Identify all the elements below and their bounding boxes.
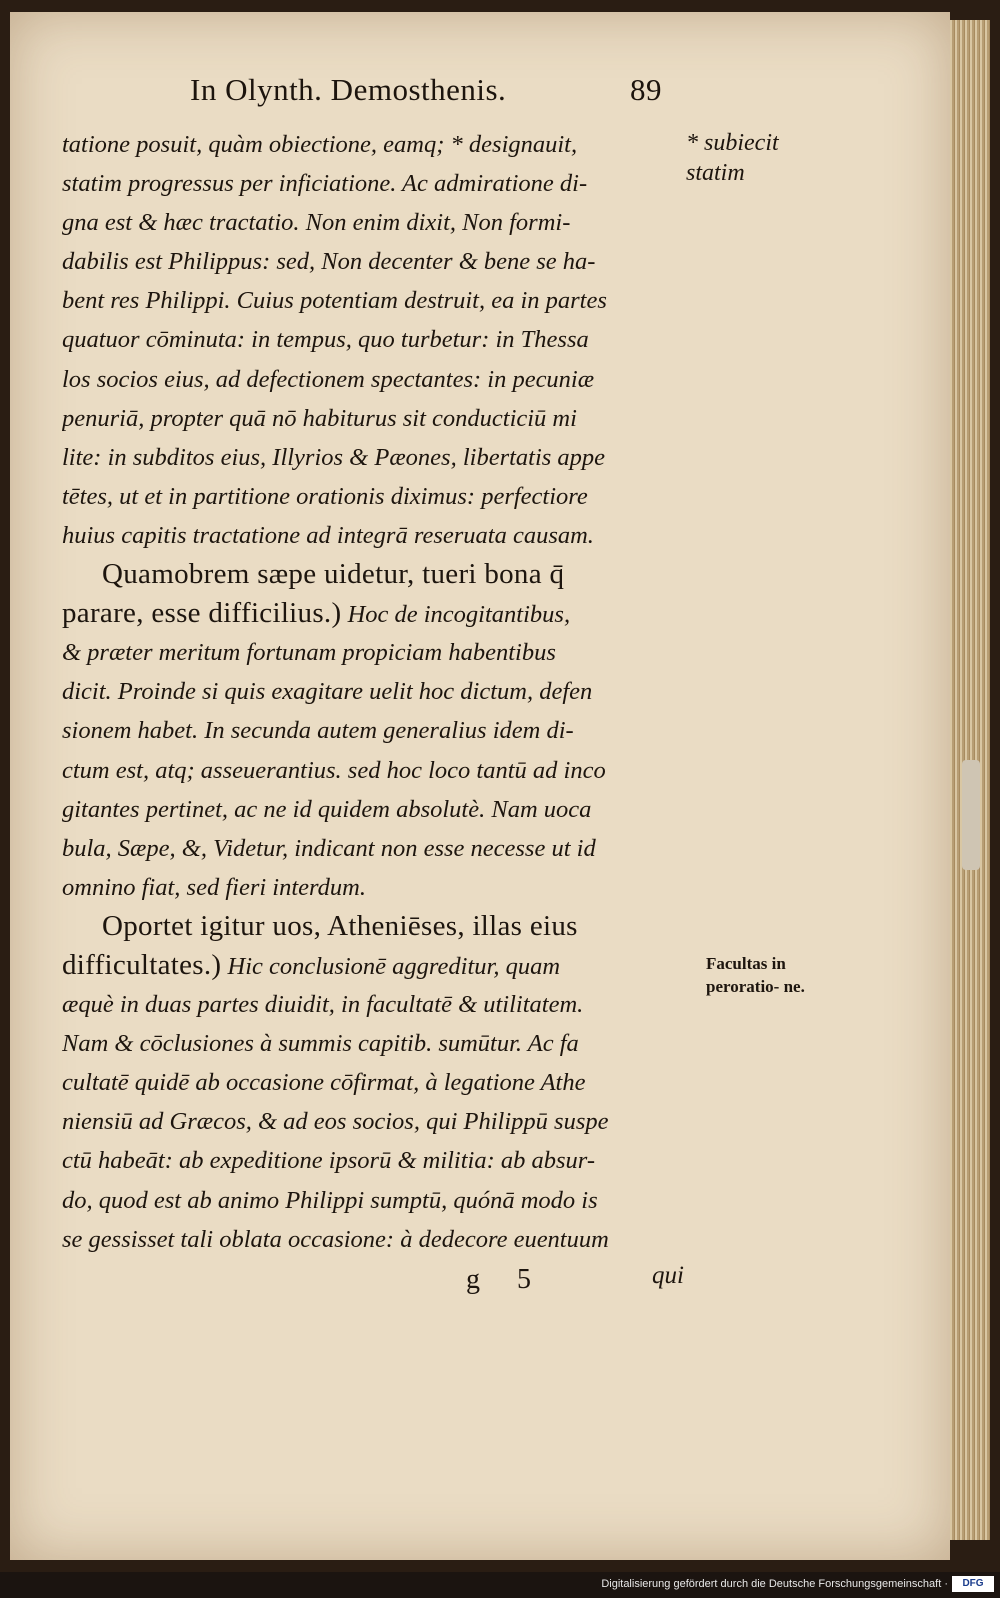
lemma-text: difficultates.) (62, 948, 222, 981)
text-line: gitantes pertinet, ac ne id quidem absolutè. Nam uoca (62, 795, 592, 823)
text-line: huius capitis tractatione ad integrā reseruata causam. (62, 521, 594, 549)
text-line: cultatē quidē ab occasione cōfirmat, à legatione Athe (62, 1069, 586, 1097)
margin-note-subiecit: * subiecit statim (686, 130, 779, 186)
text-line: lite: in subditos eius, Illyrios & Pæones, libertatis appe (62, 443, 606, 471)
page-number: 89 (630, 72, 662, 107)
lemma-line-continued (62, 946, 702, 985)
text-line: sionem habet. In secunda autem generalius idem di- (62, 717, 574, 745)
text-line: do, quod est ab animo Philippi sumptū, quónā modo is (62, 1186, 598, 1214)
text-line: se gessisset tali oblata occasione: à dedecore euentuum (62, 1225, 609, 1253)
text-line: penuriā, propter quā nō habiturus sit conducticiū mi (62, 404, 577, 432)
text-line: & præter meritum fortunam propiciam habentibus (62, 639, 556, 667)
text-line: æquè in duas partes diuidit, in facultatē & utilitatem. (62, 991, 584, 1019)
text-line: niensiū ad Græcos, & ad eos socios, qui Philippū suspe (62, 1108, 609, 1136)
text-line: quatuor cōminuta: in tempus, quo turbetur: in Thessa (62, 326, 589, 354)
catchword: qui (652, 1262, 684, 1289)
text-line: tatione posuit, quàm obiectione, eamq; * designauit, (62, 131, 578, 158)
lemma-line: Quamobrem sæpe uidetur, tueri bona q̄ (102, 558, 565, 591)
text-line: dicit. Proinde si quis exagitare uelit hoc dictum, defen (62, 678, 593, 706)
text-line: statim progressus per inficiatione. Ac admiratione di- (62, 170, 588, 198)
dfg-logo-icon: DFG (952, 1576, 994, 1592)
footer-credit: Digitalisierung gefördert durch die Deutsche Forschungsgemeinschaft · (601, 1578, 948, 1590)
text-line: bent res Philippi. Cuius potentiam destruit, ea in partes (62, 287, 607, 315)
page-edge-tab (962, 760, 980, 870)
text-line: los socios eius, ad defectionem spectantes: in pecuniæ (62, 365, 595, 393)
commentary-text: Hic conclusionē aggreditur, quam (221, 952, 561, 980)
text-line: ctū habeāt: ab expeditione ipsorū & militia: ab absur- (62, 1147, 595, 1175)
text-line: Nam & cōclusiones à summis capitib. sumūtur. Ac fa (62, 1030, 579, 1058)
text-line: tētes, ut et in partitione orationis diximus: perfectiore (62, 482, 588, 510)
text-line: bula, Sæpe, &, Videtur, indicant non esse necesse ut id (62, 834, 596, 862)
commentary-text: Hoc de incogitantibus, (341, 601, 571, 629)
lemma-text: parare, esse difficilius.) (62, 597, 342, 630)
text-line: gna est & hæc tractatio. Non enim dixit, Non formi- (62, 209, 571, 237)
lemma-line: Oportet igitur uos, Atheniēses, illas eius (102, 909, 578, 942)
text-line: dabilis est Philippus: sed, Non decenter & bene se ha- (62, 248, 596, 276)
text-line: ctum est, atq; asseuerantius. sed hoc loco tantū ad inco (62, 756, 606, 784)
running-head (190, 72, 690, 116)
lemma-line-continued (62, 594, 702, 633)
main-text-block (62, 125, 702, 1259)
margin-note-facultas: Facultas in peroratio- ne. (706, 954, 805, 996)
signature-mark: g 5 (466, 1264, 531, 1295)
running-head-title: In Olynth. Demosthenis. (190, 72, 507, 107)
text-line: omnino fiat, sed fieri interdum. (62, 873, 366, 901)
